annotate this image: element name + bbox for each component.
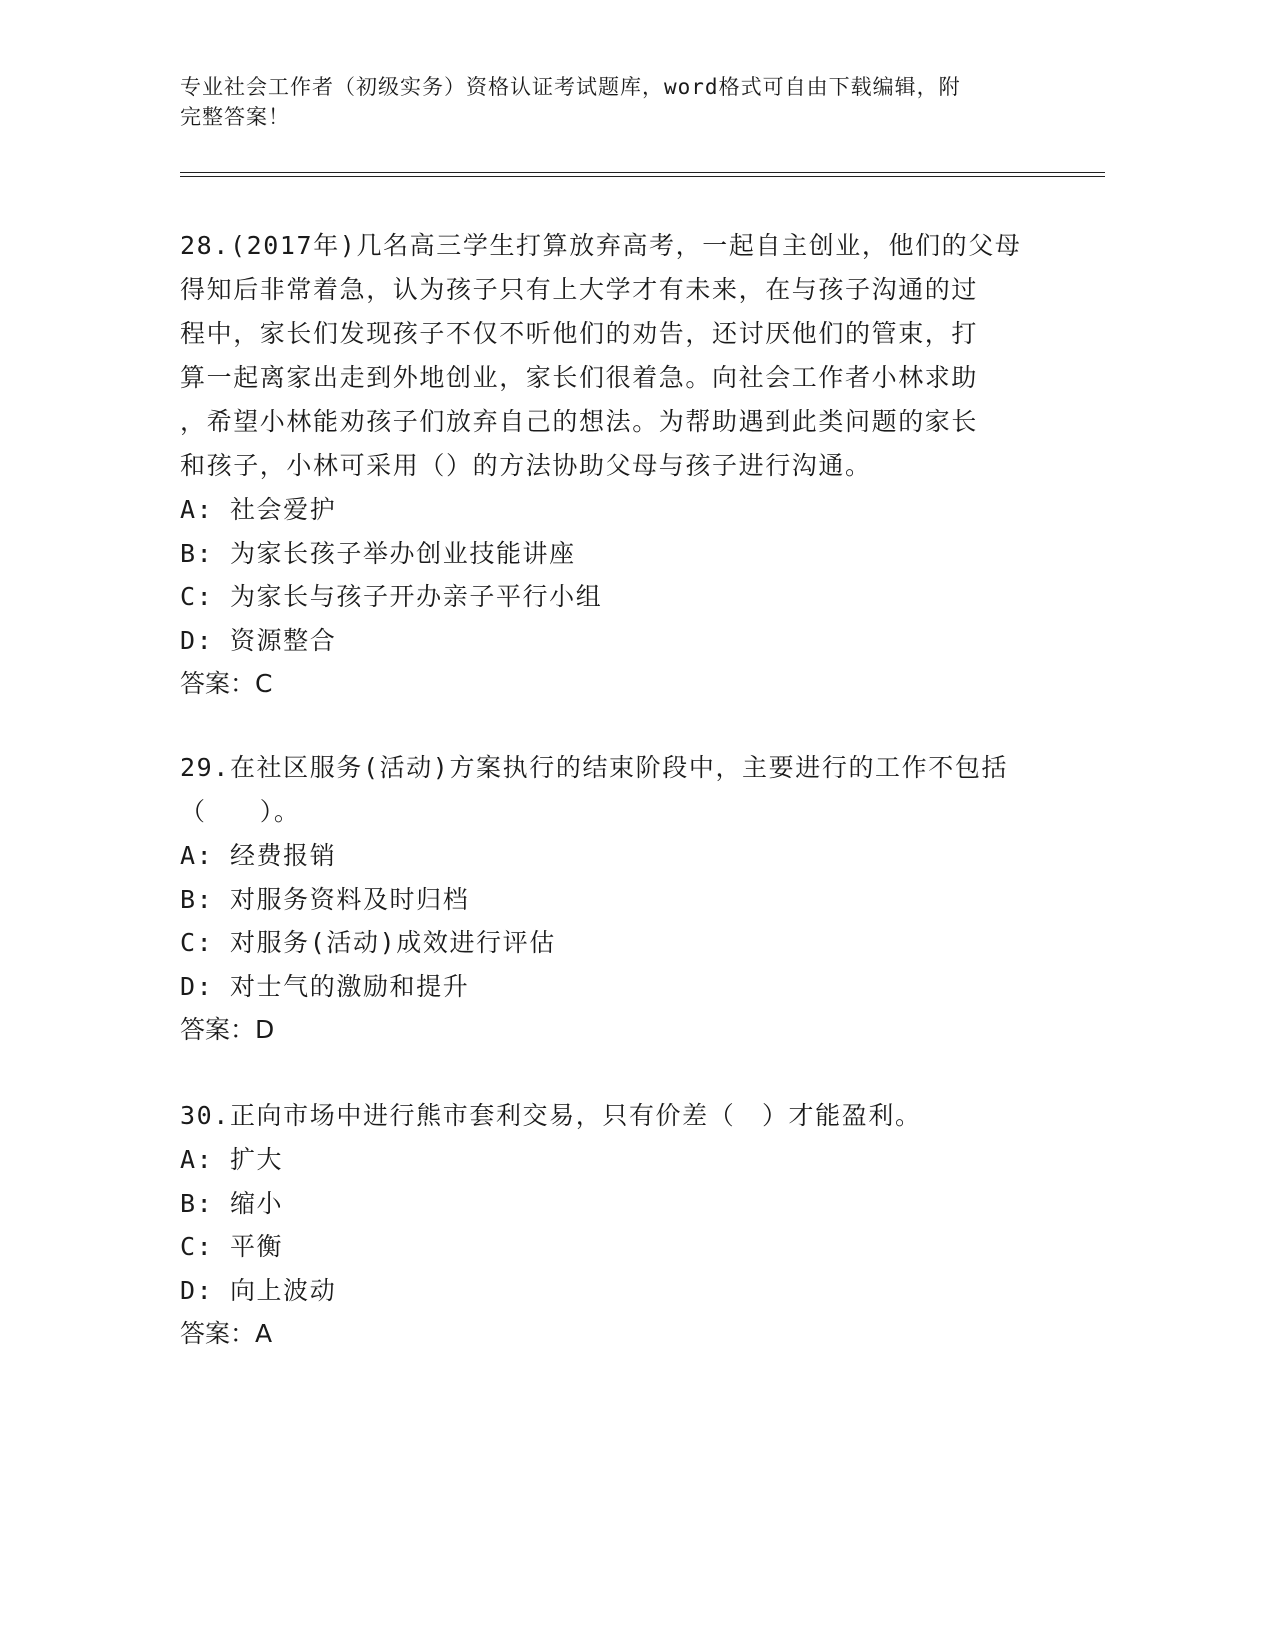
option-a: A: 扩大: [180, 1145, 284, 1174]
header-divider-top: [180, 172, 1105, 173]
option-b: B: 缩小: [180, 1188, 284, 1218]
header-divider-bottom: [180, 176, 1105, 177]
question-stem-line: 30.正向市场中进行熊市套利交易，只有价差（ ）才能盈利。: [180, 1101, 922, 1130]
question-stem-line: 29.在社区服务(活动)方案执行的结束阶段中，主要进行的工作不包括: [180, 753, 1009, 782]
answer: 答案：C: [180, 669, 273, 698]
option-d: D: 向上波动: [180, 1275, 337, 1305]
option-d: D: 资源整合: [180, 625, 337, 655]
option-c: C: 平衡: [180, 1232, 284, 1261]
header-line-2: 完整答案！: [180, 105, 290, 129]
question-stem-line: ，希望小林能劝孩子们放弃自己的想法。为帮助遇到此类问题的家长: [180, 407, 979, 436]
question-stem-line: 和孩子，小林可采用（）的方法协助父母与孩子进行沟通。: [180, 451, 872, 480]
question-stem-line: 得知后非常着急，认为孩子只有上大学才有未来，在与孩子沟通的过: [180, 275, 979, 304]
question-30: [180, 1094, 1040, 1356]
option-c: C: 对服务(活动)成效进行评估: [180, 928, 556, 957]
option-b: B: 为家长孩子举办创业技能讲座: [180, 538, 576, 568]
answer: 答案：A: [180, 1319, 273, 1348]
option-b: B: 对服务资料及时归档: [180, 884, 470, 914]
option-c: C: 为家长与孩子开办亲子平行小组: [180, 582, 603, 611]
answer: 答案：D: [180, 1015, 275, 1044]
question-stem-line: 28.(2017年)几名高三学生打算放弃高考，一起自主创业，他们的父母: [180, 231, 1022, 260]
question-stem-line: （ ）。: [180, 797, 301, 826]
option-a: A: 社会爱护: [180, 495, 337, 524]
document-header: [180, 72, 1060, 132]
header-line-1: 专业社会工作者（初级实务）资格认证考试题库，word格式可自由下载编辑，附: [180, 75, 961, 99]
option-a: A: 经费报销: [180, 841, 337, 870]
option-d: D: 对士气的激励和提升: [180, 971, 470, 1001]
question-29: [180, 746, 1040, 1052]
question-stem-line: 程中，家长们发现孩子不仅不听他们的劝告，还讨厌他们的管束，打: [180, 319, 979, 348]
question-stem-line: 算一起离家出走到外地创业，家长们很着急。向社会工作者小林求助: [180, 363, 979, 392]
question-28: [180, 224, 1040, 706]
